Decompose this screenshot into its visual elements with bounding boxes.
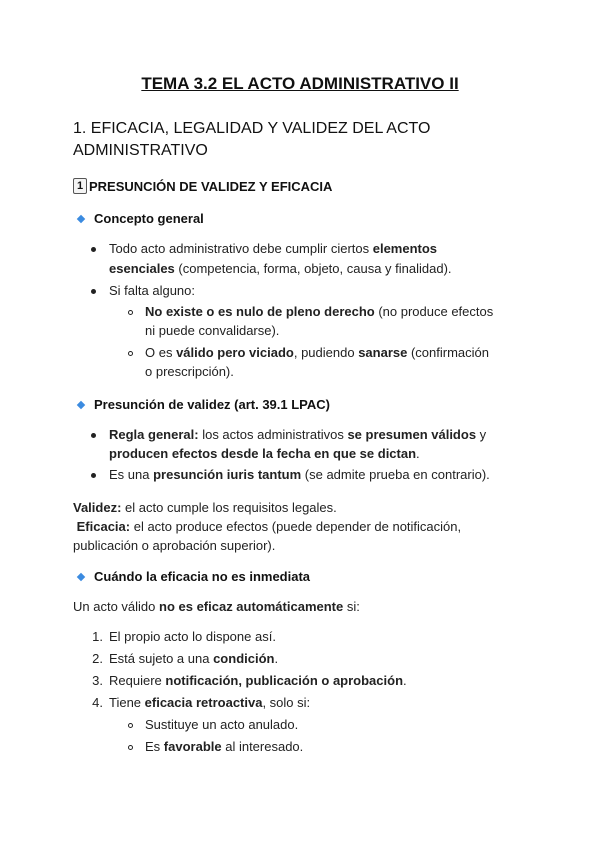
subsection-label: PRESUNCIÓN DE VALIDEZ Y EFICACIA	[89, 178, 333, 194]
bullet-icon	[91, 433, 96, 438]
list-item: Tiene eficacia retroactiva, solo si:	[109, 695, 311, 710]
eficacia-definition-line-2: publicación o aprobación superior).	[73, 538, 276, 553]
page-title: TEMA 3.2 EL ACTO ADMINISTRATIVO II	[141, 74, 459, 93]
presuncion-bullet-1-line-2: producen efectos desde la fecha en que se dictan.	[109, 446, 420, 461]
list-sub-item: Es favorable al interesado.	[145, 739, 304, 754]
cuando-intro: Un acto válido no es eficaz automáticamente si:	[73, 599, 360, 614]
circle-bullet-icon	[128, 723, 133, 728]
bullet-icon	[91, 289, 96, 294]
presuncion-bullet-2: Es una presunción iuris tantum (se admite prueba en contrario).	[109, 467, 490, 482]
cuando-heading-label: Cuándo la eficacia no es inmediata	[94, 569, 311, 584]
cuando-heading	[78, 569, 310, 584]
list-number: 2.	[92, 651, 103, 666]
keycap-one-icon: 1	[73, 178, 87, 194]
presuncion-heading-label: Presunción de validez (art. 39.1 LPAC)	[94, 397, 330, 412]
list-item: El propio acto lo dispone así.	[109, 629, 276, 644]
subsection-heading	[73, 178, 332, 194]
bullet-icon	[91, 473, 96, 478]
bullet-icon	[91, 247, 96, 252]
presuncion-bullet-1-line-1: Regla general: los actos administrativos se presumen válidos y	[109, 427, 487, 442]
blue-diamond-icon	[77, 214, 85, 222]
concepto-heading	[78, 211, 204, 226]
concepto-bullet-2: Si falta alguno:	[109, 283, 196, 298]
section-heading: 1. EFICACIA, LEGALIDAD Y VALIDEZ DEL ACTO ADMINISTRATIVO	[73, 120, 431, 159]
eficacia-definition-line-1: Eficacia: el acto produce efectos (puede depender de notificación,	[76, 519, 462, 534]
circle-bullet-icon	[128, 351, 133, 356]
list-sub-item: Sustituye un acto anulado.	[145, 717, 299, 732]
concepto-sub-b-line-2: o prescripción).	[145, 364, 234, 379]
circle-bullet-icon	[128, 745, 133, 750]
list-number: 4.	[92, 695, 103, 710]
concepto-sub-a-line-1: No existe o es nulo de pleno derecho (no produce efectos	[145, 304, 494, 319]
blue-diamond-icon	[77, 400, 85, 408]
validez-definition: Validez: el acto cumple los requisitos legales.	[73, 500, 337, 515]
concepto-bullet-1-line-2: esenciales (competencia, forma, objeto, causa y finalidad).	[109, 261, 452, 276]
list-number: 1.	[92, 629, 103, 644]
concepto-sub-b-line-1: O es válido pero viciado, pudiendo sanarse (confirmación	[145, 345, 489, 360]
list-number: 3.	[92, 673, 103, 688]
concepto-bullet-1-line-1: Todo acto administrativo debe cumplir ciertos elementos	[109, 241, 438, 256]
presuncion-heading	[78, 397, 330, 412]
circle-bullet-icon	[128, 310, 133, 315]
list-item: Requiere notificación, publicación o aprobación.	[109, 673, 407, 688]
blue-diamond-icon	[77, 572, 85, 580]
list-item: Está sujeto a una condición.	[109, 651, 279, 666]
concepto-heading-label: Concepto general	[94, 211, 204, 226]
concepto-sub-a-line-2: ni puede convalidarse).	[145, 323, 280, 338]
